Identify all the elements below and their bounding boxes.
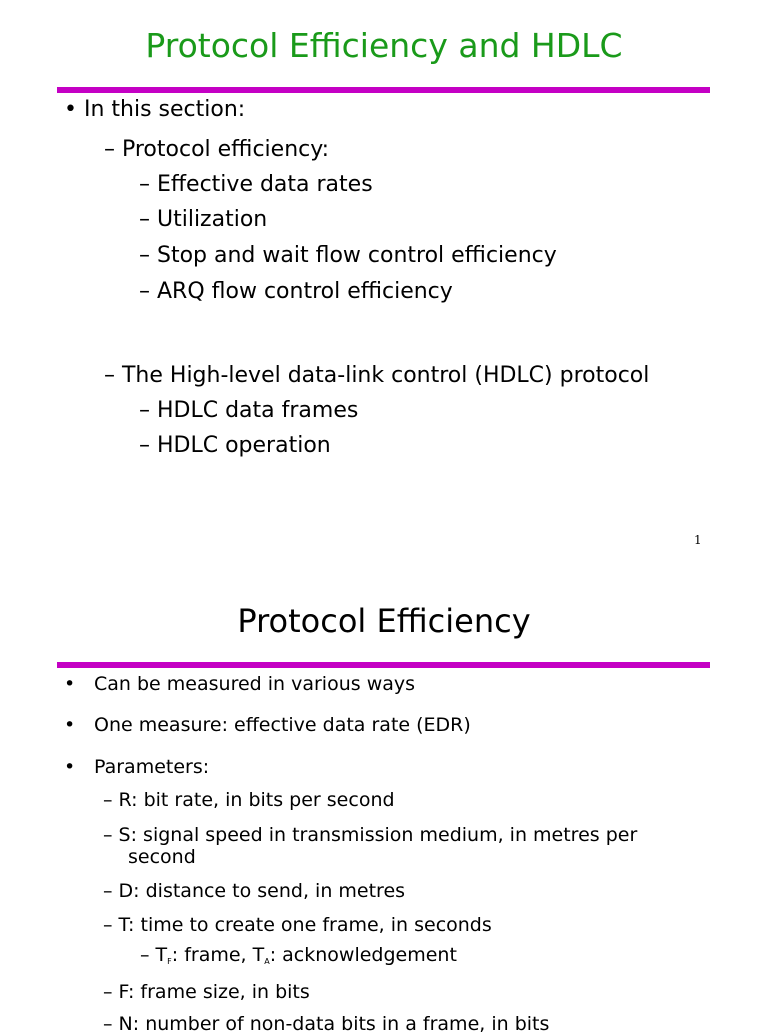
param-t-sub (140, 945, 457, 967)
list-item-utilization: – Utilization (139, 207, 268, 232)
bullet-one-measure: One measure: effective data rate (EDR) (94, 714, 471, 736)
param-r: – R: bit rate, in bits per second (103, 789, 395, 811)
slide-1-title-rule (57, 87, 710, 93)
param-s: – S: signal speed in transmission medium, in metres per (103, 824, 638, 846)
subscript-f: F (167, 957, 172, 966)
slide-2 (0, 568, 768, 1035)
slide-2-title-rule (57, 662, 710, 668)
param-s-continued: second (128, 846, 196, 868)
bullet-measured-ways: Can be measured in various ways (94, 673, 416, 695)
param-n: – N: number of non-data bits in a frame, in bits (103, 1013, 550, 1035)
param-t-sub-mid: : frame, T (171, 944, 265, 966)
list-item-protocol-efficiency: – Protocol efficiency: (104, 137, 330, 162)
param-f: – F: frame size, in bits (103, 981, 310, 1003)
slide-2-title: Protocol Efficiency (237, 602, 531, 640)
bullet-symbol: • (64, 714, 76, 736)
param-t: – T: time to create one frame, in seconds (103, 914, 492, 936)
list-item-hdlc-operation: – HDLC operation (139, 433, 331, 458)
param-d: – D: distance to send, in metres (103, 880, 406, 902)
list-item-hdlc-data-frames: – HDLC data frames (139, 398, 359, 423)
param-t-sub-suffix: : acknowledgement (269, 944, 457, 966)
bullet-symbol: • (64, 673, 76, 695)
section-bullet: • In this section: (64, 97, 246, 122)
slide-1-title: Protocol Efficiency and HDLC (145, 26, 623, 65)
param-t-sub-prefix: – T (140, 944, 168, 966)
bullet-parameters: Parameters: (94, 756, 210, 778)
bullet-symbol: • (64, 756, 76, 778)
page-number: 1 (694, 533, 702, 547)
list-item-stop-and-wait: – Stop and wait flow control efficiency (139, 243, 557, 268)
list-item-hdlc-protocol: – The High-level data-link control (HDLC) protocol (104, 363, 650, 388)
list-item-effective-data-rates: – Effective data rates (139, 172, 373, 197)
list-item-arq: – ARQ flow control efficiency (139, 279, 453, 304)
subscript-a: A (264, 957, 270, 966)
